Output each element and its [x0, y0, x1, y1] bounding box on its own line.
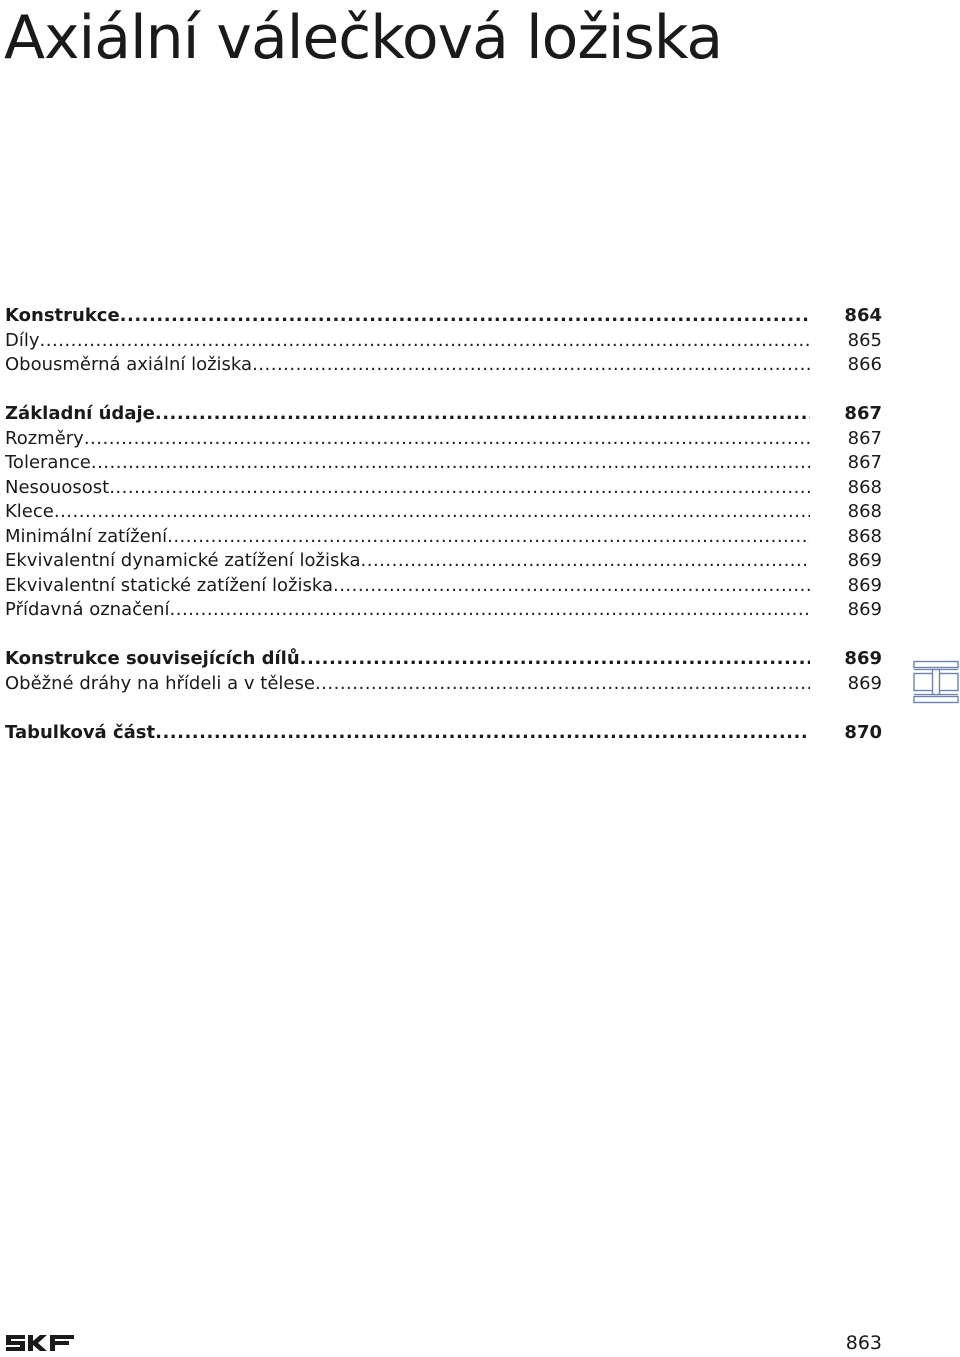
toc-dot-leader: [333, 574, 810, 599]
toc-entry-label: Obousměrná axiální ložiska: [5, 354, 253, 375]
toc-entry[interactable]: [5, 525, 882, 550]
toc-entry-label: Ekvivalentní statické zatížení ložiska: [5, 574, 333, 596]
toc-entry[interactable]: [5, 574, 882, 599]
toc-entry-label: Tabulková část: [5, 721, 156, 743]
toc-dot-leader: [155, 402, 810, 427]
table-of-contents: [5, 304, 882, 770]
toc-entry[interactable]: [5, 402, 882, 427]
toc-section: [5, 402, 882, 623]
toc-entry-page: 865: [847, 329, 882, 351]
skf-logo: [5, 1334, 75, 1352]
toc-dot-leader: [300, 647, 810, 672]
toc-dot-leader: [170, 598, 811, 623]
toc-entry-label: Klece: [5, 501, 54, 522]
page-number: 863: [845, 1332, 882, 1354]
toc-entry[interactable]: [5, 721, 882, 746]
toc-dot-leader: [155, 721, 810, 746]
toc-entry-label: Oběžné dráhy na hřídeli a v tělese: [5, 672, 315, 694]
toc-entry-label: Minimální zatížení: [5, 525, 168, 547]
toc-entry[interactable]: [5, 476, 882, 501]
toc-entry-page: 866: [847, 354, 882, 375]
toc-entry[interactable]: [5, 304, 882, 329]
toc-entry-label: Díly: [5, 329, 40, 351]
toc-entry-label: Tolerance: [5, 452, 91, 473]
toc-entry-page: 868: [847, 476, 882, 498]
toc-dot-leader: [167, 525, 810, 550]
toc-entry-page: 869: [844, 648, 882, 669]
toc-section: [5, 721, 882, 746]
toc-dot-leader: [361, 549, 811, 574]
toc-entry-page: 869: [847, 599, 882, 620]
toc-entry-label: Základní údaje: [5, 403, 155, 424]
toc-entry[interactable]: [5, 427, 882, 452]
toc-entry-page: 867: [847, 427, 882, 449]
toc-dot-leader: [252, 353, 810, 378]
toc-dot-leader: [109, 476, 810, 501]
toc-entry-page: 864: [844, 305, 882, 326]
toc-dot-leader: [315, 672, 810, 697]
axial-roller-bearing-icon: [913, 660, 959, 704]
toc-entry-page: 868: [847, 525, 882, 547]
toc-entry-page: 869: [847, 672, 882, 694]
toc-entry-page: 869: [847, 574, 882, 596]
toc-dot-leader: [120, 304, 810, 329]
toc-section: [5, 647, 882, 696]
toc-entry[interactable]: [5, 598, 882, 623]
toc-dot-leader: [84, 427, 810, 452]
toc-entry[interactable]: [5, 500, 882, 525]
toc-entry[interactable]: [5, 647, 882, 672]
toc-entry[interactable]: [5, 329, 882, 354]
toc-entry[interactable]: [5, 672, 882, 697]
toc-dot-leader: [40, 329, 810, 354]
toc-entry-page: 870: [844, 721, 882, 743]
toc-dot-leader: [91, 451, 810, 476]
toc-entry-label: Ekvivalentní dynamické zatížení ložiska: [5, 550, 361, 571]
toc-entry-page: 867: [847, 452, 882, 473]
page-title: Axiální válečková ložiska: [4, 3, 723, 73]
toc-entry-label: Konstrukce souvisejících dílů: [5, 648, 300, 669]
toc-section: [5, 304, 882, 378]
toc-entry[interactable]: [5, 353, 882, 378]
toc-entry[interactable]: [5, 549, 882, 574]
toc-entry-label: Nesouosost: [5, 476, 110, 498]
toc-entry[interactable]: [5, 451, 882, 476]
toc-entry-label: Přídavná označení: [5, 599, 170, 620]
toc-entry-page: 867: [844, 403, 882, 424]
toc-entry-page: 869: [847, 550, 882, 571]
toc-entry-label: Konstrukce: [5, 305, 120, 326]
toc-entry-page: 868: [847, 501, 882, 522]
toc-entry-label: Rozměry: [5, 427, 84, 449]
toc-dot-leader: [54, 500, 810, 525]
